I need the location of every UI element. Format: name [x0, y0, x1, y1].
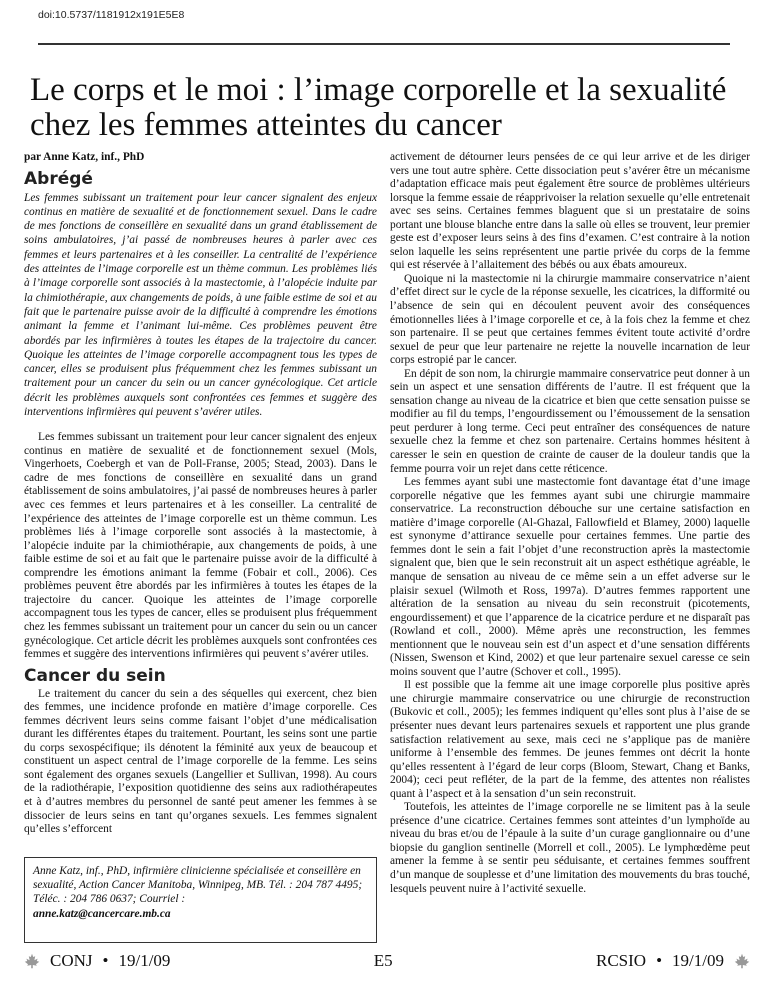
body-paragraph: Toutefois, les atteintes de l’image corporelle ne se limitent pas à la seule présence d’une cicatrice. Certaines femmes sont atteintes d’un lymphoïde au niveau du bras et/ou de l’épaule à la suite d’un curage ganglionnaire ou d’une biopsie du ganglion sentinelle (Morrell et coll., 2005). Le lymphœdème peut amener la femme à se sentir peu séduisante, et certaines femmes souffrent d’un manque de souplesse et d’une limitation des mouvements du bras touché, lesquels peuvent nuire à l’activité sexuelle.	[390, 801, 750, 895]
body-paragraph: activement de détourner leurs pensées de ce qui leur arrive et de les diriger vers une tout autre sphère. Cette dissociation peut s’avérer être un mécanisme d’adaptation efficace mais peut également être source de problèmes ultérieurs lorsque la femme essaie de réapprivoiser la relation sexuelle qu’elle entretenait avec ses seins. Certaines femmes blaguent que si un prestataire de soins portant une blouse blanche entre dans la salle où elles se trouvent, leur premier geste est d’exposer leurs seins à des fins d’examen. C’est contraire à la notion selon laquelle les seins représentent une partie privée du corps de la femme qui est réservée à l’allaitement des bébés ou aux ébats amoureux.	[390, 151, 750, 272]
footer-separator: •	[656, 951, 663, 970]
footer-journal: RCSIO	[596, 951, 647, 970]
doi: doi:10.5737/1181912x191E5E8	[38, 9, 185, 21]
body-paragraph: Les femmes ayant subi une mastectomie font davantage état d’une image corporelle négative que les femmes ayant subi une chirurgie mammaire conservatrice. La reconstruction débouche sur une certaine satisfaction en matière d’image corporelle (Al-Ghazal, Fallowfield et Blamey, 2000) laquelle est synonyme d’attirance sexuelle pour certaines femmes. Une partie des femmes dont le sein a fait l’objet d’une reconstruction après la mastectomie signalent que, bien que le sein reconstruit ait un aspect esthétique agréable, le manque de sensation au niveau de ce même sein a un effet adverse sur le plaisir sexuel (Wilmoth et Ross, 1997a). D’autres femmes rapportent une altération de la sensation au niveau du sein reconstruit (picotements, engourdissement) et que l’apparence de la cicatrice perdure et ne disparaît pas (Rowland et coll., 2000). Même après une reconstruction, les femmes mentionnent que le nouveau sein est d’un aspect et d’une sensation différents (Nissen, Swenson et Kind, 2002) et que leur partenaire sexuel caresse ce sein moins souvent que l’autre (Schover et coll., 1995).	[390, 476, 750, 678]
page-number: E5	[373, 951, 393, 970]
body-paragraph: Il est possible que la femme ait une image corporelle plus positive après une chirurgie mammaire conservatrice ou une chirurgie de reconstruction (Bukovic et coll., 2005); les femmes indiquent qu’elles sont plus à l’aise de se présenter nues devant leurs partenaires sexuels et rapportent une plus grande satisfaction relativement au sexe, mais ceci ne s’applique pas de manière uniforme à l’ensemble des femmes. De jeunes femmes ont décrit la honte qu’elles ressentent à l’égard de leur corps (Bloom, Stewart, Chang et Banks, 2004); ceci peut refléter, de la part de la femme, des attentes non réalistes quant à l’aspect et à la sensation d’un sein reconstruit.	[390, 679, 750, 800]
abstract-heading: Abrégé	[24, 168, 93, 189]
footer-left	[24, 951, 170, 971]
body-paragraph: Quoique ni la mastectomie ni la chirurgie mammaire conservatrice n’aient d’effet direct sur le cycle de la réponse sexuelle, les cicatrices, la difformité ou l’absence de sein qui en découlent peuvent avoir des conséquences émotionnelles liées à l’image corporelle et ce, à la fois chez la femme et chez son partenaire. Il se peut que certaines femmes évitent toute activité d’ordre sexuel de peur que leur partenaire ne rejette la nouvelle incarnation de leur corps estropié par le cancer.	[390, 272, 750, 367]
footer-journal: CONJ	[50, 951, 93, 970]
abstract-text: Les femmes subissant un traitement pour leur cancer signalent des enjeux continus en matière de sexualité et de fonctionnement sexuel. Dans le cadre de mes fonctions de conseillère en sexualité dans un grand établissement de soins ambulatoires, j’ai passé de nombreuses heures à parler avec ces femmes et leurs partenaires et à les conseiller. La centralité de l’expérience des atteintes de l’image corporelle est un thème commun. Les problèmes liés à l’image corporelle sont associés à la mastectomie, à l’alopécie induite par la chimiothérapie, aux changements de poids, à une faible estime de soi et au fait que le partenaire puisse avoir de la difficulté à comprendre les émotions animant la femme et l’animant lui-même. Ces problèmes peuvent être abordés par les infirmières à toutes les étapes de la trajectoire du cancer. Quoique les atteintes de l’image corporelle accompagnent tous les types de cancer, elles se produisent plus fréquemment chez les femmes subissant un traitement pour un cancer du sein ou un cancer gynécologique. Cet article décrit les problèmes auxquels sont confrontées ces femmes et suggère des interventions infirmières qui peuvent s’avérer utiles.	[24, 191, 377, 418]
footer-date: 19/1/09	[672, 951, 724, 970]
intro-paragraph: Les femmes subissant un traitement pour leur cancer signalent des enjeux continus en matière de sexualité et de fonctionnement sexuel (Mols, Vingerhoets, Coebergh et van de Poll-Franse, 2005; Stead, 2003). Dans le cadre de mes fonctions de conseillère en sexualité dans un grand établissement de soins ambulatoires, j’ai passé de nombreuses heures à parler avec ces femmes et leurs partenaires et à les conseiller. La centralité de l’expérience des atteintes de l’image corporelle est un thème commun. Les problèmes liés à l’image corporelle sont associés à la mastectomie, à l’alopécie induite par la chimiothérapie, aux changements de poids, à une faible estime de soi et au fait que le partenaire puisse avoir de la difficulté à comprendre les émotions animant la femme (Fobair et coll., 2006). Ces problèmes peuvent être abordés par les infirmières à toutes les étapes de la trajectoire du cancer. Quoique les atteintes de l’image corporelle accompagnent tous les types de cancer, elles se produisent plus fréquemment chez les femmes subissant un traitement pour un cancer du sein ou un cancer gynécologique. Cet article décrit les problèmes auxquels sont confrontées ces femmes et suggère des interventions infirmières qui peuvent s’avérer utiles.	[24, 431, 377, 661]
author-email[interactable]: anne.katz@cancercare.mb.ca	[33, 907, 171, 920]
columns	[24, 151, 750, 943]
header-rule	[38, 43, 730, 45]
footer-right	[596, 951, 750, 971]
footer	[24, 951, 750, 971]
body-paragraph: En dépit de son nom, la chirurgie mammaire conservatrice peut donner à un sein un aspect et une sensation différents de l’autre. Il est fréquent que la sensation change au niveau de la cicatrice et bien que cette sensation puisse se modifier au fil du temps, l’engourdissement ou l’émoussement de la sensation peut perdurer à long terme. Ceci peut entraîner des conséquences de nature sexuelle chez la femme et chez son partenaire. Certains hommes hésitent à caresser le sein en question de crainte de causer de la douleur tandis que la femme pourra voir un rejet dans cette réticence.	[390, 367, 750, 475]
author-info-box	[24, 857, 377, 943]
maple-leaf-icon	[24, 953, 40, 969]
footer-date: 19/1/09	[118, 951, 171, 970]
byline: par Anne Katz, inf., PhD	[24, 151, 145, 163]
maple-leaf-icon	[734, 953, 750, 969]
section-paragraph: Le traitement du cancer du sein a des séquelles qui exercent, chez bien des femmes, une incidence profonde en matière d’image corporelle. Ces femmes décrivent leurs seins comme faisant l’objet d’une médicalisation durant les différentes étapes du traitement. Pourtant, les seins sont une partie du corps sexospécifique; ils dénotent la féminité aux yeux de beaucoup et constituent un aspect central de l’image corporelle de la femme. Les seins sont également des organes sexuels (Langellier et Sullivan, 1998). Au cours de la radiothérapie, l’exposition quotidienne des seins aux radiothérapeutes et à d’autres membres du personnel de santé peut amener les femmes à se dissocier de leurs seins en tant qu’organes sexuels. Les femmes signalent qu’elles s’efforcent	[24, 687, 377, 836]
footer-separator: •	[102, 951, 109, 970]
author-info: Anne Katz, inf., PhD, infirmière clinicienne spécialisée et conseillère en sexualité, Action Cancer Manitoba, Winnipeg, MB. Tél. : 204 787 4495; Téléc. : 204 786 0637; Courriel :	[33, 864, 363, 906]
left-column	[24, 151, 377, 943]
right-column	[390, 151, 750, 896]
section-heading: Cancer du sein	[24, 665, 166, 686]
article-title: Le corps et le moi : l’image corporelle et la sexualité chez les femmes atteintes du cancer	[30, 72, 727, 143]
